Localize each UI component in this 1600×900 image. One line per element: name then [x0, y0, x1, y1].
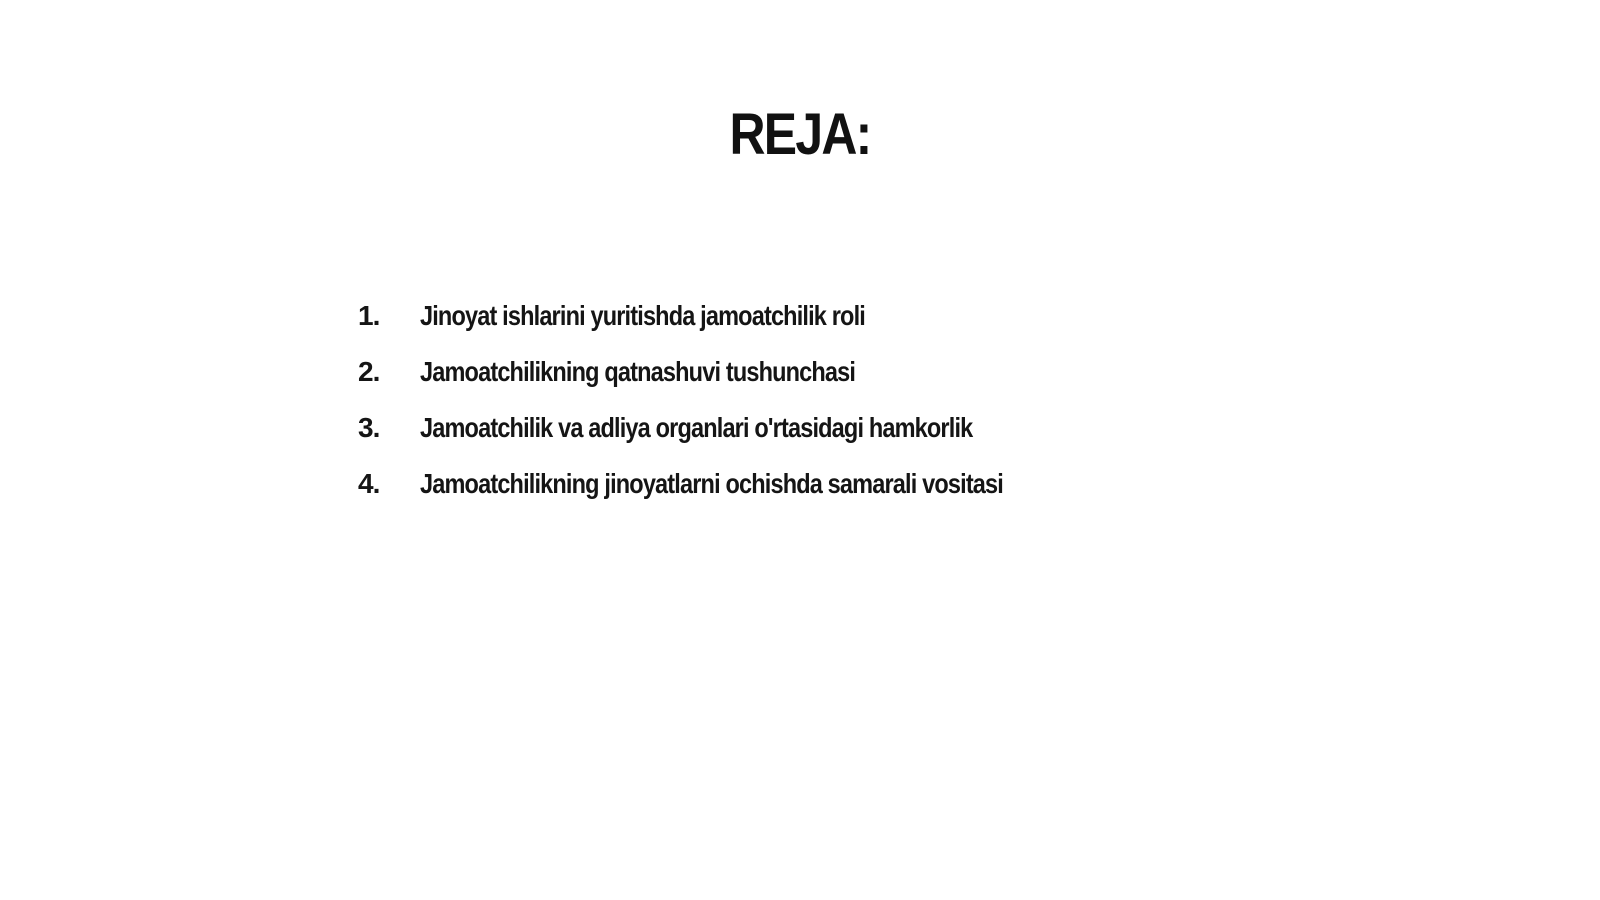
list-item [358, 344, 1114, 400]
item-text: Jinoyat ishlarini yuritishda jamoatchilik roli [420, 300, 865, 331]
list-item [358, 456, 1114, 512]
item-text: Jamoatchilikning jinoyatlarni ochishda samarali vositasi [420, 468, 1003, 499]
item-number: 3. [358, 412, 380, 443]
list-item [358, 288, 1114, 344]
item-number: 4. [358, 468, 380, 499]
slide-title: REJA: [729, 102, 871, 167]
list-item [358, 400, 1114, 456]
plan-list [358, 288, 1114, 512]
item-text: Jamoatchilikning qatnashuvi tushunchasi [420, 356, 856, 387]
item-number: 1. [358, 300, 380, 331]
item-number: 2. [358, 356, 380, 387]
item-text: Jamoatchilik va adliya organlari o'rtasidagi hamkorlik [420, 412, 973, 443]
